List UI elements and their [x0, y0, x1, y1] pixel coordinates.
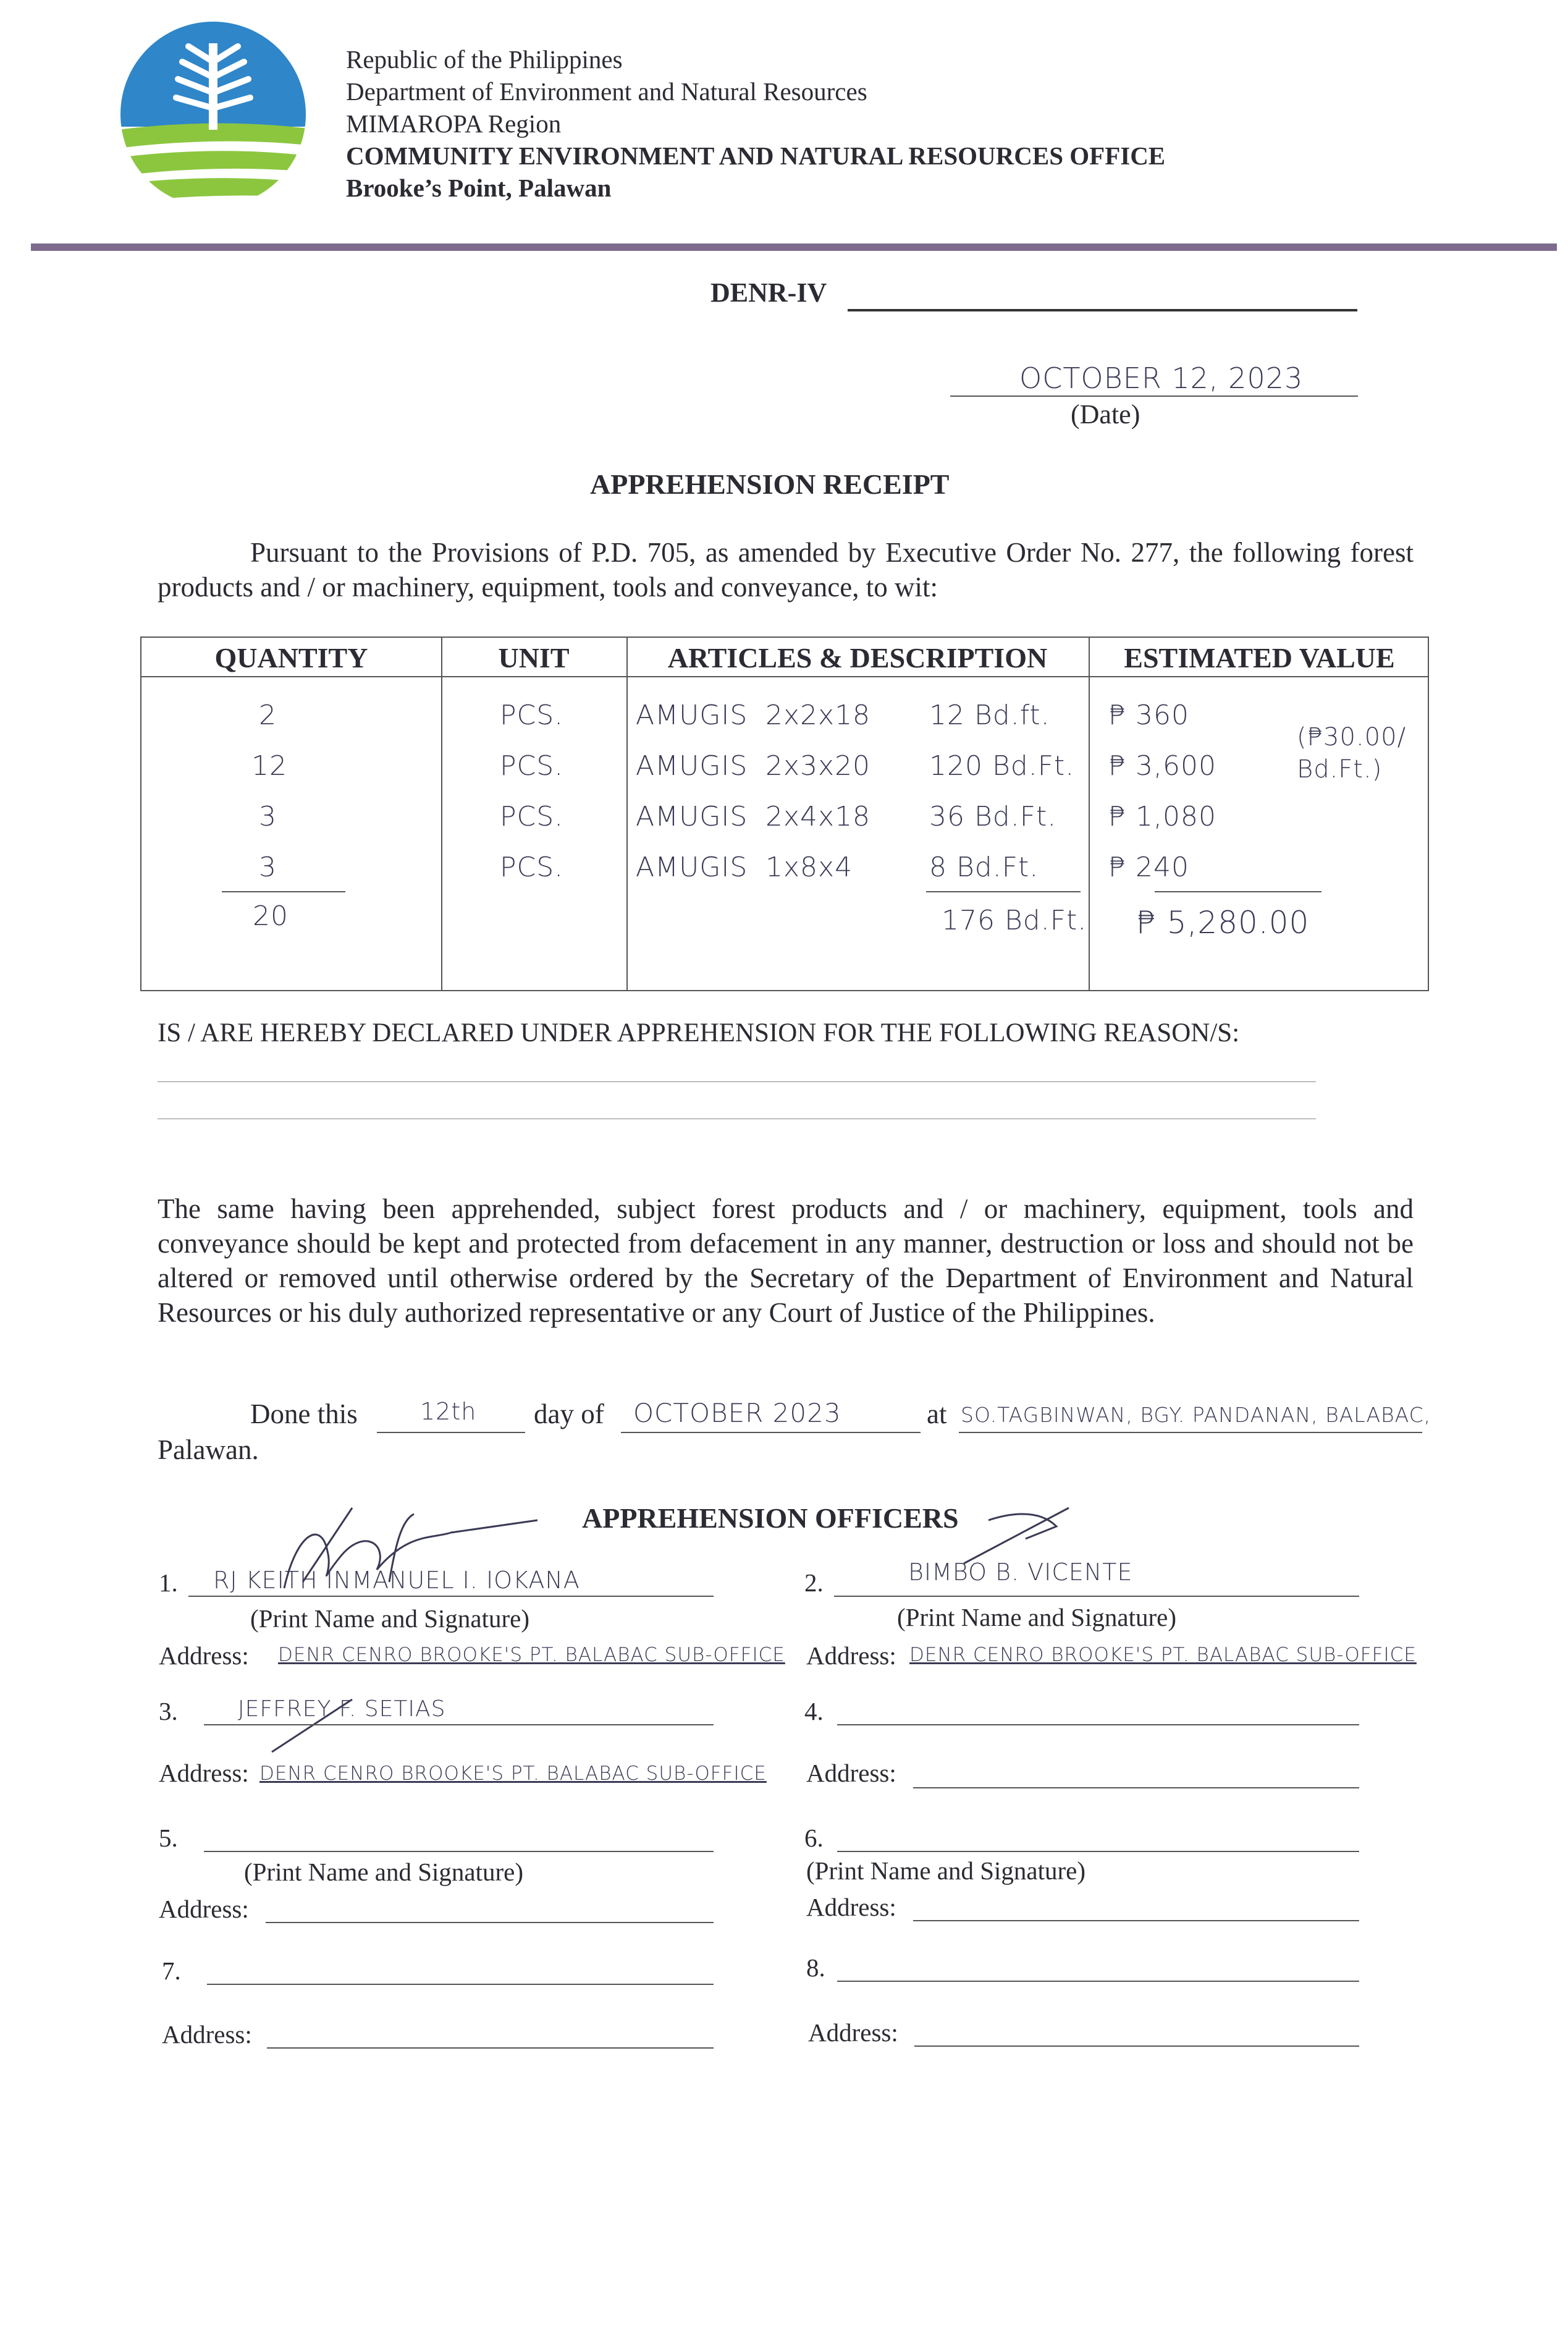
header-republic: Republic of the Philippines	[346, 45, 623, 74]
qty-cell: 2	[259, 700, 277, 731]
size-cell: 2x3x20	[765, 750, 871, 782]
reason-label: IS / ARE HEREBY DECLARED UNDER APPREHENSION FOR THE FOLLOWING REASON/S:	[158, 1018, 1240, 1047]
print-caption: (Print Name and Signature)	[244, 1858, 524, 1886]
date-caption: (Date)	[1071, 399, 1140, 429]
place-value: SO.TAGBINWAN, BGY. PANDANAN, BALABAC,	[961, 1403, 1431, 1427]
address-label: Address:	[808, 2018, 898, 2047]
items-table	[140, 637, 1429, 991]
print-caption: (Print Name and Signature)	[806, 1856, 1086, 1885]
date-value: OCTOBER 12, 2023	[1019, 362, 1304, 395]
officer-num: 5.	[159, 1824, 178, 1852]
print-caption: (Print Name and Signature)	[897, 1603, 1177, 1631]
reason-line-1	[158, 1081, 1316, 1082]
officer-name-line	[204, 1820, 714, 1852]
col-header-quantity: QUANTITY	[214, 642, 368, 674]
bdft-sum-line	[926, 891, 1081, 892]
officer-address: DENR CENRO BROOKE'S PT. BALABAC SUB-OFFICE	[278, 1644, 785, 1666]
col-sep	[1089, 638, 1090, 990]
value-cell: ₱ 3,600	[1108, 750, 1216, 782]
officer-address: DENR CENRO BROOKE'S PT. BALABAC SUB-OFFICE	[259, 1762, 767, 1785]
officer-address: DENR CENRO BROOKE'S PT. BALABAC SUB-OFFICE	[909, 1644, 1417, 1666]
qty-sum-line	[222, 891, 345, 892]
officer-num: 2.	[804, 1568, 824, 1597]
ref-label: DENR-IV	[710, 277, 827, 308]
header-office: COMMUNITY ENVIRONMENT AND NATURAL RESOURCES OFFICE	[346, 142, 1166, 170]
article-cell: AMUGIS	[636, 700, 748, 731]
officer-address-line	[267, 2016, 714, 2049]
officer-num: 4.	[804, 1697, 824, 1725]
qty-cell: 3	[259, 801, 277, 832]
address-label: Address:	[159, 1895, 249, 1923]
day-value: 12th	[420, 1398, 477, 1425]
officer-name: JEFFREY F. SETIAS	[238, 1696, 446, 1722]
address-label: Address:	[159, 1759, 249, 1787]
officer-address-line	[266, 1891, 714, 1923]
officer-address-line	[913, 1756, 1359, 1788]
article-cell: AMUGIS	[636, 852, 748, 883]
value-sum-line	[1155, 891, 1321, 892]
rate-note: (₱30.00/ Bd.Ft.)	[1297, 723, 1407, 784]
address-label: Address:	[806, 1893, 896, 1921]
unit-cell: PCS.	[500, 801, 564, 832]
intro-paragraph: Pursuant to the Provisions of P.D. 705, as amended by Executive Order No. 277, the following forest products and / or machinery, equipment, tools and conveyance, to wit:	[158, 537, 1414, 603]
day-line	[377, 1400, 525, 1433]
officer-name: RJ KEITH INMANUEL I. IOKANA	[213, 1567, 580, 1594]
address-label: Address:	[159, 1641, 249, 1670]
done-line	[250, 1398, 358, 1430]
done-province: Palawan.	[158, 1434, 259, 1465]
officer-num: 3.	[159, 1697, 178, 1725]
value-cell: ₱ 1,080	[1108, 801, 1216, 832]
unit-cell: PCS.	[500, 750, 564, 782]
bdft-cell: 8 Bd.Ft.	[929, 852, 1039, 883]
header-region: MIMAROPA Region	[346, 109, 562, 138]
bdft-cell: 12 Bd.ft.	[929, 700, 1050, 731]
size-cell: 2x4x18	[765, 801, 871, 832]
officer-name-line	[837, 1693, 1359, 1725]
bdft-cell: 36 Bd.Ft.	[929, 801, 1057, 832]
ref-line	[848, 279, 1357, 311]
address-label: Address:	[162, 2020, 252, 2049]
total-bdft: 176 Bd.Ft.	[942, 905, 1087, 936]
form-title: APPREHENSION RECEIPT	[590, 468, 950, 500]
date-line	[950, 365, 1358, 397]
header-location: Brooke’s Point, Palawan	[346, 174, 612, 202]
officer-num: 7.	[162, 1957, 181, 1985]
header-sep	[141, 676, 1428, 677]
header-department: Department of Environment and Natural Resources	[346, 77, 867, 106]
total-value: ₱ 5,280.00	[1136, 905, 1310, 941]
done-mid: day of	[534, 1398, 604, 1429]
col-sep	[441, 638, 442, 990]
unit-cell: PCS.	[500, 700, 564, 731]
address-label: Address:	[806, 1641, 896, 1670]
denr-logo	[117, 19, 309, 210]
officers-title: APPREHENSION OFFICERS	[582, 1502, 959, 1534]
value-cell: ₱ 240	[1108, 852, 1189, 883]
officer-address-line	[914, 2015, 1359, 2047]
officer-num: 1.	[159, 1568, 178, 1597]
done-at: at	[927, 1398, 947, 1429]
officer-num: 8.	[806, 1953, 825, 1982]
month-year-value: OCTOBER 2023	[633, 1398, 841, 1428]
officer-name-line	[837, 1950, 1359, 1982]
officer-address-line	[913, 1889, 1359, 1921]
done-prefix: Done this	[250, 1398, 358, 1429]
size-cell: 2x2x18	[765, 700, 871, 731]
officer-name-line	[837, 1820, 1359, 1852]
value-cell: ₱ 360	[1108, 700, 1189, 731]
officer-num: 6.	[804, 1824, 824, 1852]
bdft-cell: 120 Bd.Ft.	[929, 750, 1075, 782]
article-cell: AMUGIS	[636, 750, 748, 782]
qty-cell: 3	[259, 852, 277, 883]
qty-cell: 12	[251, 750, 287, 782]
article-cell: AMUGIS	[636, 801, 748, 832]
custody-paragraph: The same having been apprehended, subject forest products and / or machinery, equipment, tools and conveyance should be kept and protected from defacement in any manner, destruction or loss and should not be altered or removed until otherwise ordered by the Secretary of the Department of Environment and Natural Resources or his duly authorized representative or any Court of Justice of the Philippines.	[158, 1193, 1414, 1328]
officer-name-line	[207, 1953, 714, 1985]
place-line	[959, 1400, 1422, 1433]
col-header-articles: ARTICLES & DESCRIPTION	[667, 642, 1048, 674]
month-line	[621, 1400, 921, 1433]
print-caption: (Print Name and Signature)	[250, 1604, 530, 1633]
denr-logo-icon	[117, 19, 309, 210]
col-header-value: ESTIMATED VALUE	[1124, 642, 1395, 674]
header-divider	[31, 243, 1557, 251]
col-sep	[626, 638, 628, 990]
officer-name: BIMBO B. VICENTE	[908, 1559, 1133, 1586]
address-label: Address:	[806, 1759, 896, 1787]
size-cell: 1x8x4	[765, 852, 853, 883]
col-header-unit: UNIT	[498, 642, 570, 674]
unit-cell: PCS.	[500, 852, 564, 883]
total-qty: 20	[253, 900, 289, 932]
